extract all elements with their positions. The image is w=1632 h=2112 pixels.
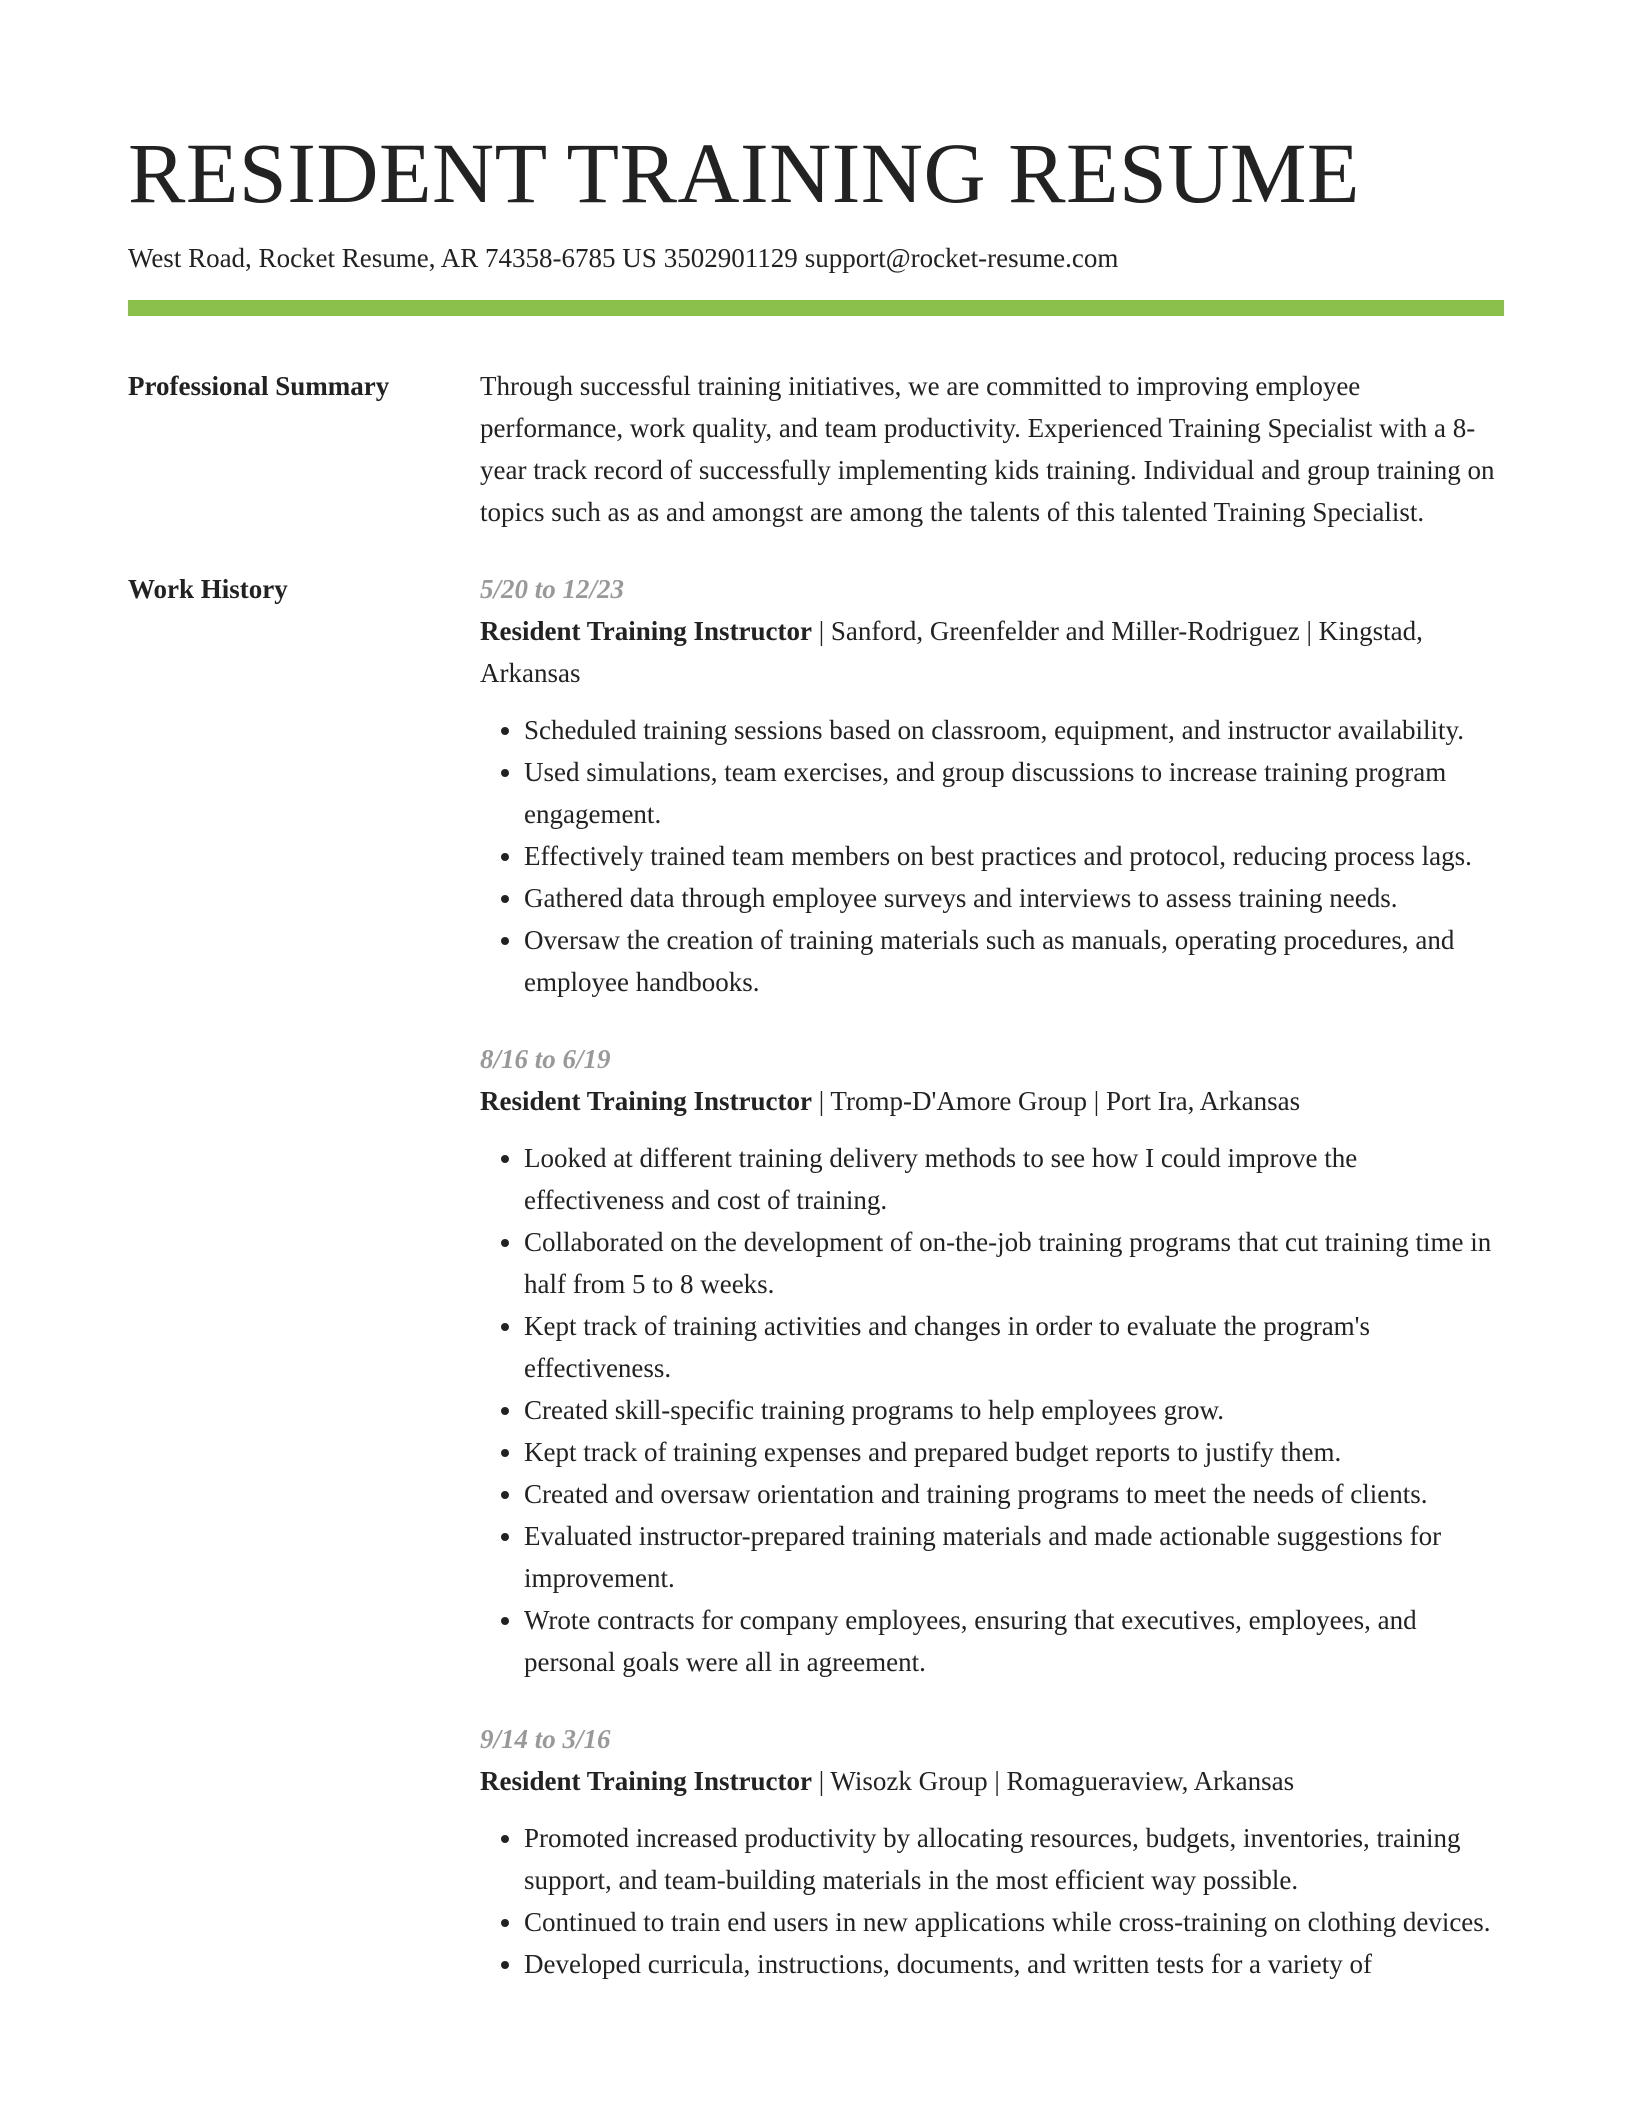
job-details: | Sanford, Greenfelder and Miller-Rodriguez | Kingstad, Arkansas xyxy=(480,616,1423,688)
job-dates: 9/14 to 3/16 xyxy=(480,1724,611,1754)
job-bullet: • Kept track of training expenses and prepared budget reports to justify them. xyxy=(524,1431,1504,1473)
job-bullet: • Effectively trained team members on best practices and protocol, reducing process lags. xyxy=(524,835,1504,877)
job-bullet: • Created and oversaw orientation and training programs to meet the needs of clients. xyxy=(524,1473,1504,1515)
job-bullet: • Used simulations, team exercises, and group discussions to increase training program engagement. xyxy=(524,751,1504,835)
job-bullet: • Kept track of training activities and changes in order to evaluate the program's effectiveness. xyxy=(524,1305,1504,1389)
job-bullet: • Wrote contracts for company employees, ensuring that executives, employees, and personal goals were all in agreement. xyxy=(524,1599,1504,1683)
job-entry xyxy=(480,568,1504,1003)
job-bullet: • Promoted increased productivity by allocating resources, budgets, inventories, training support, and team-building materials in the most efficient way possible. xyxy=(524,1817,1504,1901)
contact-email: support@rocket-resume.com xyxy=(804,243,1119,273)
job-bullet: • Looked at different training delivery methods to see how I could improve the effectiveness and cost of training. xyxy=(524,1137,1504,1221)
job-heading xyxy=(480,1080,1504,1122)
job-heading xyxy=(480,610,1504,694)
section-title-summary: Professional Summary xyxy=(128,371,390,401)
work-history-section xyxy=(128,568,1504,2020)
job-bullets xyxy=(480,1817,1504,1985)
job-title: Resident Training Instructor xyxy=(480,1086,813,1116)
resume-title: RESIDENT TRAINING RESUME xyxy=(128,125,1360,221)
job-bullets xyxy=(480,1137,1504,1683)
job-bullet: • Collaborated on the development of on-the-job training programs that cut training time in half from 5 to 8 weeks. xyxy=(524,1221,1504,1305)
job-details: | Wisozk Group | Romagueraview, Arkansas xyxy=(812,1766,1295,1796)
job-bullet: • Developed curricula, instructions, documents, and written tests for a variety of xyxy=(524,1943,1504,1985)
job-bullet: • Evaluated instructor-prepared training materials and made actionable suggestions for improvement. xyxy=(524,1515,1504,1599)
accent-divider xyxy=(128,300,1504,316)
job-details: | Tromp-D'Amore Group | Port Ira, Arkansas xyxy=(812,1086,1301,1116)
job-bullet: • Created skill-specific training programs to help employees grow. xyxy=(524,1389,1504,1431)
job-bullet: • Gathered data through employee surveys and interviews to assess training needs. xyxy=(524,877,1504,919)
job-title: Resident Training Instructor xyxy=(480,1766,813,1796)
contact-phone: 3502901129 xyxy=(663,243,798,273)
summary-body xyxy=(480,365,1504,533)
job-bullets xyxy=(480,709,1504,1003)
work-history-body xyxy=(480,568,1504,2020)
section-title-work-history: Work History xyxy=(128,574,288,604)
summary-text: Through successful training initiatives, we are committed to improving employee performance, work quality, and team productivity. Experienced Training Specialist with a 8-year track record of successfully implementing kids training. Individual and group training on topics such as as and amongst are among the talents of this talented Training Specialist. xyxy=(480,371,1495,527)
job-bullet: • Oversaw the creation of training materials such as manuals, operating procedures, and employee handbooks. xyxy=(524,919,1504,1003)
job-bullet: • Scheduled training sessions based on classroom, equipment, and instructor availability. xyxy=(524,709,1504,751)
job-entry xyxy=(480,1718,1504,1985)
job-bullet: • Continued to train end users in new applications while cross-training on clothing devices. xyxy=(524,1901,1504,1943)
resume-page xyxy=(128,0,1504,2020)
job-title: Resident Training Instructor xyxy=(480,616,813,646)
contact-address: West Road, Rocket Resume, AR 74358-6785 US xyxy=(128,243,657,273)
summary-section xyxy=(128,365,1504,533)
job-heading xyxy=(480,1760,1504,1802)
contact-line xyxy=(128,240,1504,276)
job-dates: 8/16 to 6/19 xyxy=(480,1044,611,1074)
job-dates: 5/20 to 12/23 xyxy=(480,574,625,604)
job-entry xyxy=(480,1038,1504,1683)
